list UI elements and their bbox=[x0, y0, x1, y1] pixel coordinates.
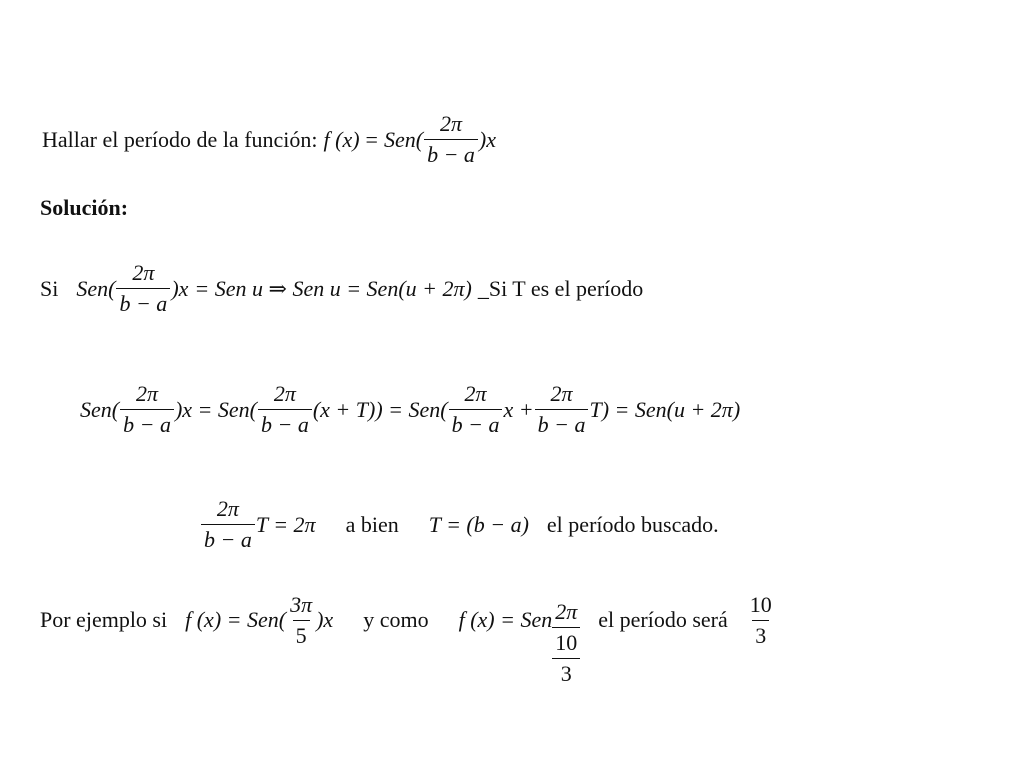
line2-c-post: x + bbox=[503, 396, 534, 422]
line3-abien: a bien bbox=[345, 511, 399, 537]
fraction-denominator: b − a bbox=[535, 409, 589, 436]
example-post1: )x bbox=[316, 607, 334, 632]
line2-a-post: )x = Sen( bbox=[174, 396, 257, 422]
example-mid: el período será bbox=[598, 607, 728, 632]
example-ycomo: y como bbox=[363, 607, 429, 632]
fraction-numerator: 2π bbox=[273, 381, 296, 406]
problem-fraction bbox=[424, 113, 478, 166]
example-f1: f (x) = Sen( bbox=[185, 607, 287, 632]
problem-statement bbox=[42, 113, 496, 166]
fraction-denominator: b − a bbox=[449, 409, 503, 436]
example-line bbox=[40, 578, 776, 686]
example-compound-fraction bbox=[552, 601, 580, 685]
fraction-denominator: b − a bbox=[120, 409, 174, 436]
fraction-numerator: 2π bbox=[550, 381, 573, 406]
line3-tail: el período buscado. bbox=[546, 511, 719, 537]
line1-underscore: _ bbox=[477, 275, 489, 301]
inner-numerator: 10 bbox=[555, 630, 578, 655]
example-pre: Por ejemplo si bbox=[40, 607, 168, 632]
fraction-numerator: 2π bbox=[216, 496, 239, 521]
fraction-numerator: 2π bbox=[132, 260, 155, 285]
line1-si: Si bbox=[40, 275, 59, 301]
line1-sen: Sen( bbox=[76, 275, 116, 301]
fraction-denominator: 3 bbox=[752, 620, 769, 647]
fraction-denominator: b − a bbox=[201, 524, 255, 551]
line2-b-post: (x + T)) = Sen( bbox=[312, 396, 448, 422]
fraction-numerator: 2π bbox=[555, 599, 578, 624]
solution-line-3 bbox=[200, 498, 719, 551]
fraction-denominator: b − a bbox=[116, 288, 170, 315]
inner-denominator: 3 bbox=[560, 661, 572, 686]
line2-fraction-d bbox=[535, 383, 589, 436]
solution-heading bbox=[40, 197, 128, 219]
line1-rest: = Sen u ⇒ Sen u = Sen(u + 2π) bbox=[194, 275, 472, 301]
problem-prefix: Hallar el período de la función: bbox=[42, 126, 318, 152]
example-fraction-1 bbox=[287, 591, 315, 648]
fraction-numerator: 2π bbox=[136, 381, 159, 406]
fraction-numerator: 2π bbox=[439, 111, 462, 136]
fraction-denominator: 5 bbox=[293, 620, 310, 647]
line1-fraction bbox=[116, 262, 170, 315]
fraction-denominator: b − a bbox=[258, 409, 312, 436]
line2-fraction-a bbox=[120, 383, 174, 436]
example-fraction-3 bbox=[747, 591, 775, 648]
line3-eq: T = 2π bbox=[255, 511, 316, 537]
example-f2: f (x) = Sen bbox=[458, 607, 553, 632]
line3-teq: T = (b − a) bbox=[428, 511, 529, 537]
line3-fraction bbox=[201, 498, 255, 551]
solution-heading-text: Solución: bbox=[40, 195, 129, 220]
problem-eq: = bbox=[365, 126, 378, 152]
problem-sen: Sen( bbox=[383, 126, 424, 152]
fraction-numerator: 10 bbox=[749, 591, 772, 617]
problem-tail: )x bbox=[478, 126, 497, 152]
line2-fraction-c bbox=[449, 383, 503, 436]
solution-line-2 bbox=[80, 383, 740, 436]
fraction-numerator: 3π bbox=[290, 591, 313, 617]
line2-d-post: T) = Sen(u + 2π) bbox=[589, 396, 741, 422]
line2-fraction-b bbox=[258, 383, 312, 436]
line1-tail: Si T es el período bbox=[488, 275, 644, 301]
fraction-numerator: 2π bbox=[464, 381, 487, 406]
problem-fx: f (x) bbox=[323, 126, 360, 152]
line1-close: )x bbox=[171, 275, 189, 301]
solution-line-1 bbox=[40, 262, 643, 315]
fraction-denominator: b − a bbox=[424, 139, 478, 166]
line2-a-pre: Sen( bbox=[80, 396, 120, 422]
